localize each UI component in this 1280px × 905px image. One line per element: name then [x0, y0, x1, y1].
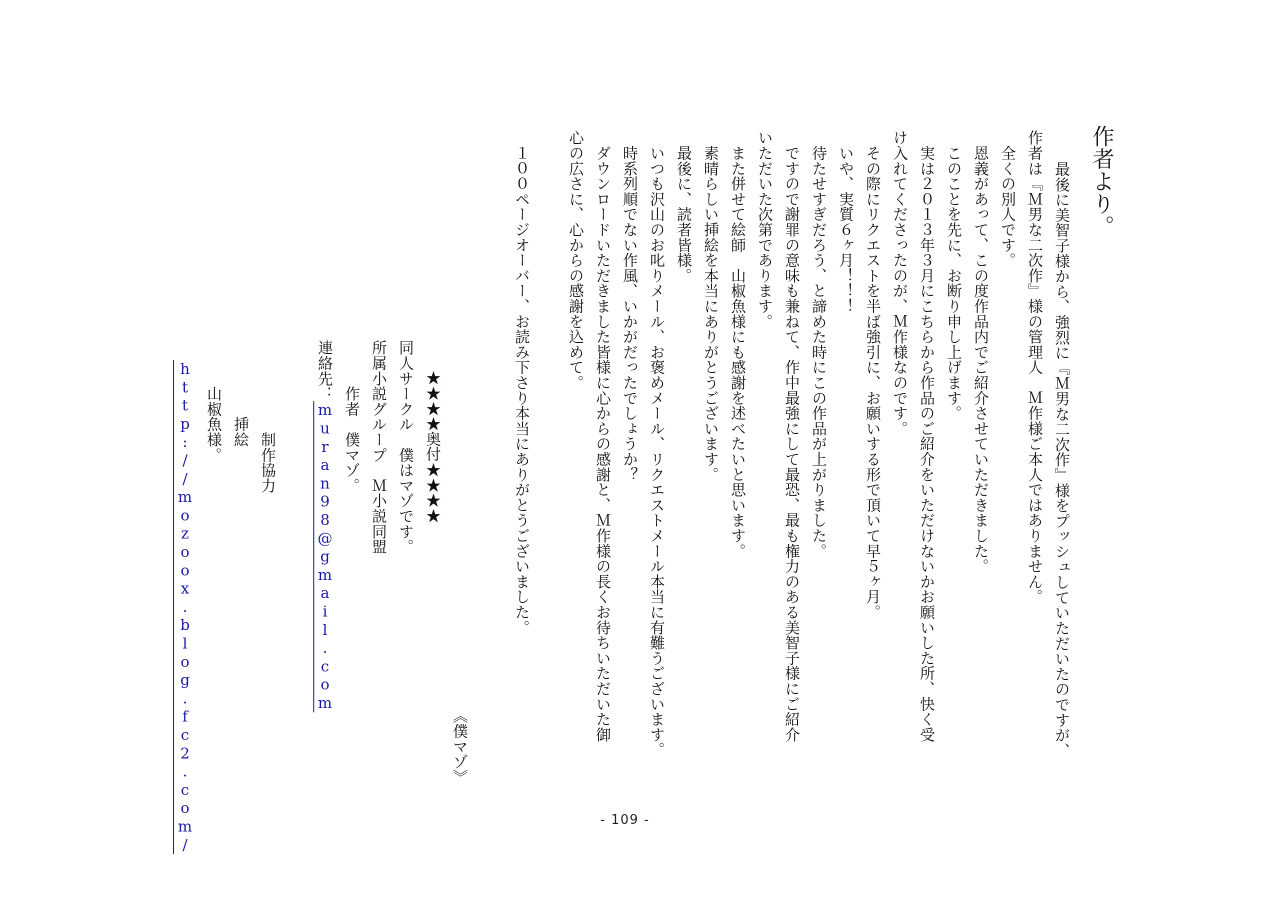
page-number: - 109 - — [600, 813, 650, 828]
contact-label: 連絡先： — [316, 340, 334, 402]
paragraph-line: 最後に、読者皆様。 — [675, 130, 693, 283]
credits-contact — [317, 340, 332, 712]
credits-illustration: 挿絵 — [232, 340, 250, 448]
paragraph-line: 実は２０１３年３月にこちらから作品のご紹介をいただけないかお願いした所、快く受 — [918, 130, 936, 742]
credits-heading: ★★★★奥付★★★★ — [424, 370, 442, 523]
paragraph-line: １００ページオーバー、お読み下さり本当にありがとうございました。 — [513, 130, 531, 635]
paragraph-line: 作者は『Ｍ男な二次作』様の管理人 Ｍ作様ご本人ではありません。 — [1026, 130, 1044, 605]
paragraph-line: 全くの別人です。 — [999, 130, 1017, 268]
credits-group: 所属小説グループ Ｍ小説同盟 — [370, 340, 388, 555]
credits-circle: 同人サークル 僕はマゾです。 — [397, 340, 415, 555]
paragraph-line: いや、実質６ヶ月！！！ — [837, 130, 855, 314]
credits-illustrator: 山椒魚様。 — [205, 340, 223, 463]
website-link[interactable]: http://mozoox.blog.fc2.com/ — [176, 360, 194, 855]
paragraph-line: ダウンロードいただきました皆様に心からの感謝と、Ｍ作様の長くお待ちいただいた御 — [594, 130, 612, 742]
paragraph-line: 待たせすぎだろう、と諦めた時にこの作品が上がりました。 — [810, 130, 828, 559]
paragraph-line: このことを先に、お断り申し上げます。 — [945, 130, 963, 421]
paragraph-line: 最後に美智子様から、強烈に『Ｍ男な二次作』様をプッシュしていただいたのですが、 — [1053, 146, 1071, 758]
paragraph-line: 恩義があって、この度作品内でご紹介させていただきました。 — [972, 130, 990, 574]
paragraph-line: いつも沢山のお叱りメール、お褒めメール、リクエストメール本当に有難うございます。 — [648, 130, 666, 758]
paragraph-line: け入れてくださったのが、Ｍ作様なのです。 — [891, 130, 909, 436]
paragraph-line: 素晴らしい挿絵を本当にありがとうございます。 — [702, 130, 720, 482]
paragraph-line: また併せて絵師 山椒魚様にも感謝を述べたいと思います。 — [729, 130, 747, 559]
credits-production: 制作協力 — [259, 340, 277, 493]
paragraph-line: いただいた次第であります。 — [756, 130, 774, 329]
paragraph-line: 心の広さに、心からの感謝を込めて。 — [567, 130, 585, 391]
paragraph-line: その際にリクエストを半ば強引に、お願いする形で頂いて早５ヶ月。 — [864, 130, 882, 620]
contact-email-link[interactable]: muran98@gmail.com — [316, 401, 334, 713]
signature: 《僕マゾ》 — [451, 708, 469, 785]
page-title: 作者より。 — [1089, 125, 1114, 238]
credits-author: 作者 僕マゾ。 — [343, 340, 361, 493]
paragraph-line: ですので謝罪の意味も兼ねて、作中最強にして最恐、最も権力のある美智子様にご紹介 — [783, 130, 801, 742]
paragraph-line: 時系列順でない作風、いかがだったでしょうか？ — [621, 130, 639, 482]
